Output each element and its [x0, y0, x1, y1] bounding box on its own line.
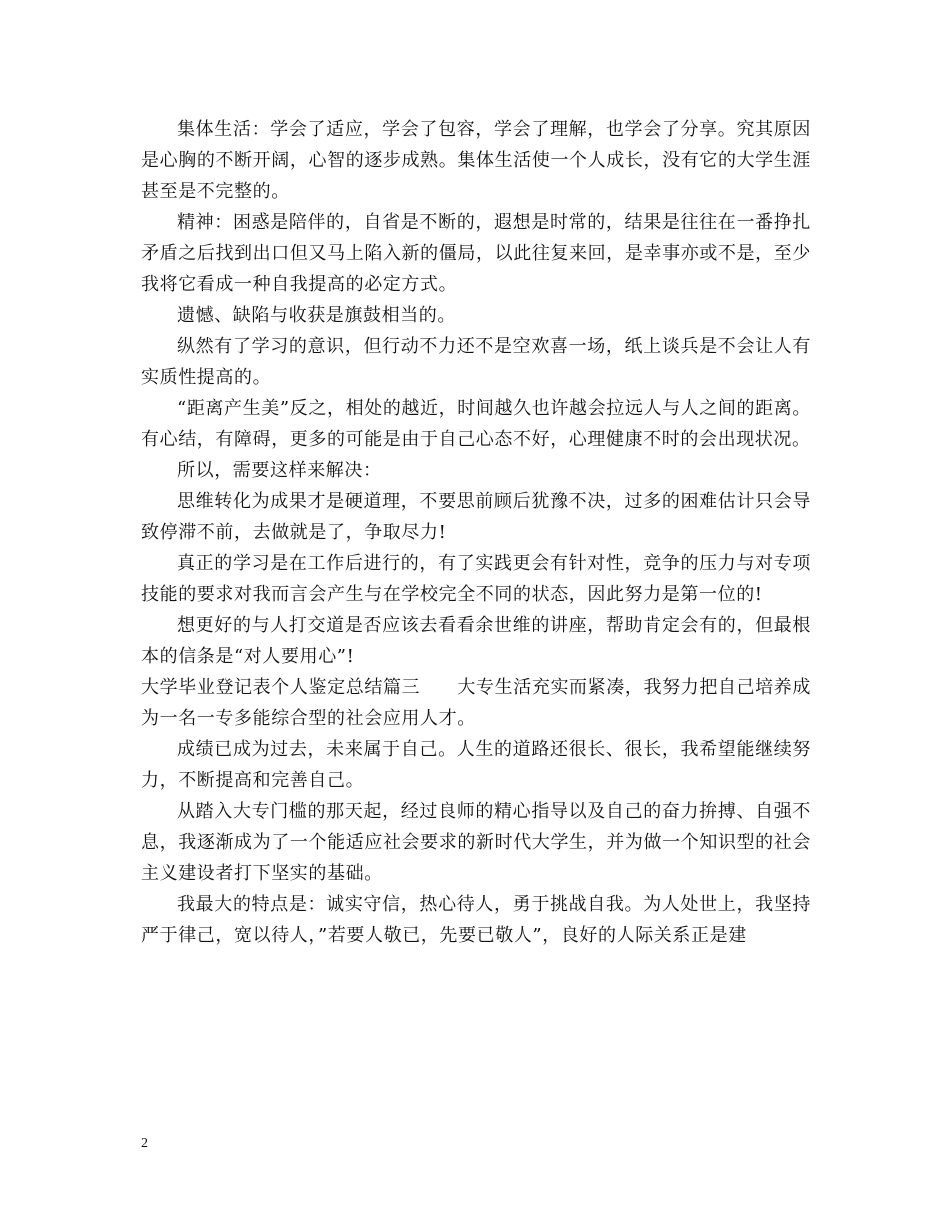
paragraph: 遗憾、缺陷与收获是旗鼓相当的。 — [177, 305, 456, 326]
paragraph: 精神：困惑是陪伴的，自省是不断的，遐想是时常的，结果是往往在一番挣扎矛盾之后找到出口但又马上陷入新的僵局，以此往复来回，是幸事亦或不是，至少我将它看成一种自我提高的必定方式。 — [141, 212, 811, 295]
page-number: 2 — [141, 1136, 148, 1151]
section-heading-paragraph: 大学毕业登记表个人鉴定总结篇三 大专生活充实而紧凑，我努力把自己培养成为一名一专多能综合型的社会应用人才。 — [141, 677, 811, 729]
paragraph: 从踏入大专门槛的那天起，经过良师的精心指导以及自己的奋力拚搏、自强不息，我逐渐成为了一个能适应社会要求的新时代大学生，并为做一个知识型的社会主义建设者打下坚实的基础。 — [141, 801, 811, 884]
paragraph: “距离产生美”反之，相处的越近，时间越久也许越会拉远人与人之间的距离。有心结，有障碍，更多的可能是由于自己心态不好，心理健康不时的会出现状况。 — [141, 398, 811, 450]
paragraph: 所以，需要这样来解决： — [177, 460, 382, 481]
document-body — [141, 114, 811, 951]
paragraph: 纵然有了学习的意识，但行动不力还不是空欢喜一场，纸上谈兵是不会让人有实质性提高的。 — [141, 336, 811, 388]
paragraph: 真正的学习是在工作后进行的，有了实践更会有针对性，竞争的压力与对专项技能的要求对我而言会产生与在学校完全不同的状态，因此努力是第一位的! — [141, 553, 811, 605]
paragraph: 集体生活：学会了适应，学会了包容，学会了理解，也学会了分享。究其原因是心胸的不断开阔，心智的逐步成熟。集体生活使一个人成长，没有它的大学生涯甚至是不完整的。 — [141, 119, 811, 202]
paragraph: 思维转化为成果才是硬道理，不要思前顾后犹豫不决，过多的困难估计只会导致停滞不前，去做就是了，争取尽力! — [141, 491, 811, 543]
paragraph: 成绩已成为过去，未来属于自己。人生的道路还很长、很长，我希望能继续努力，不断提高和完善自己。 — [141, 739, 811, 791]
paragraph: 想更好的与人打交道是否应该去看看余世维的讲座，帮助肯定会有的，但最根本的信条是“对人要用心”! — [141, 615, 811, 667]
paragraph: 我最大的特点是：诚实守信，热心待人，勇于挑战自我。为人处世上，我坚持严于律己，宽以待人，”若要人敬已，先要已敬人”，良好的人际关系正是建 — [141, 894, 811, 946]
